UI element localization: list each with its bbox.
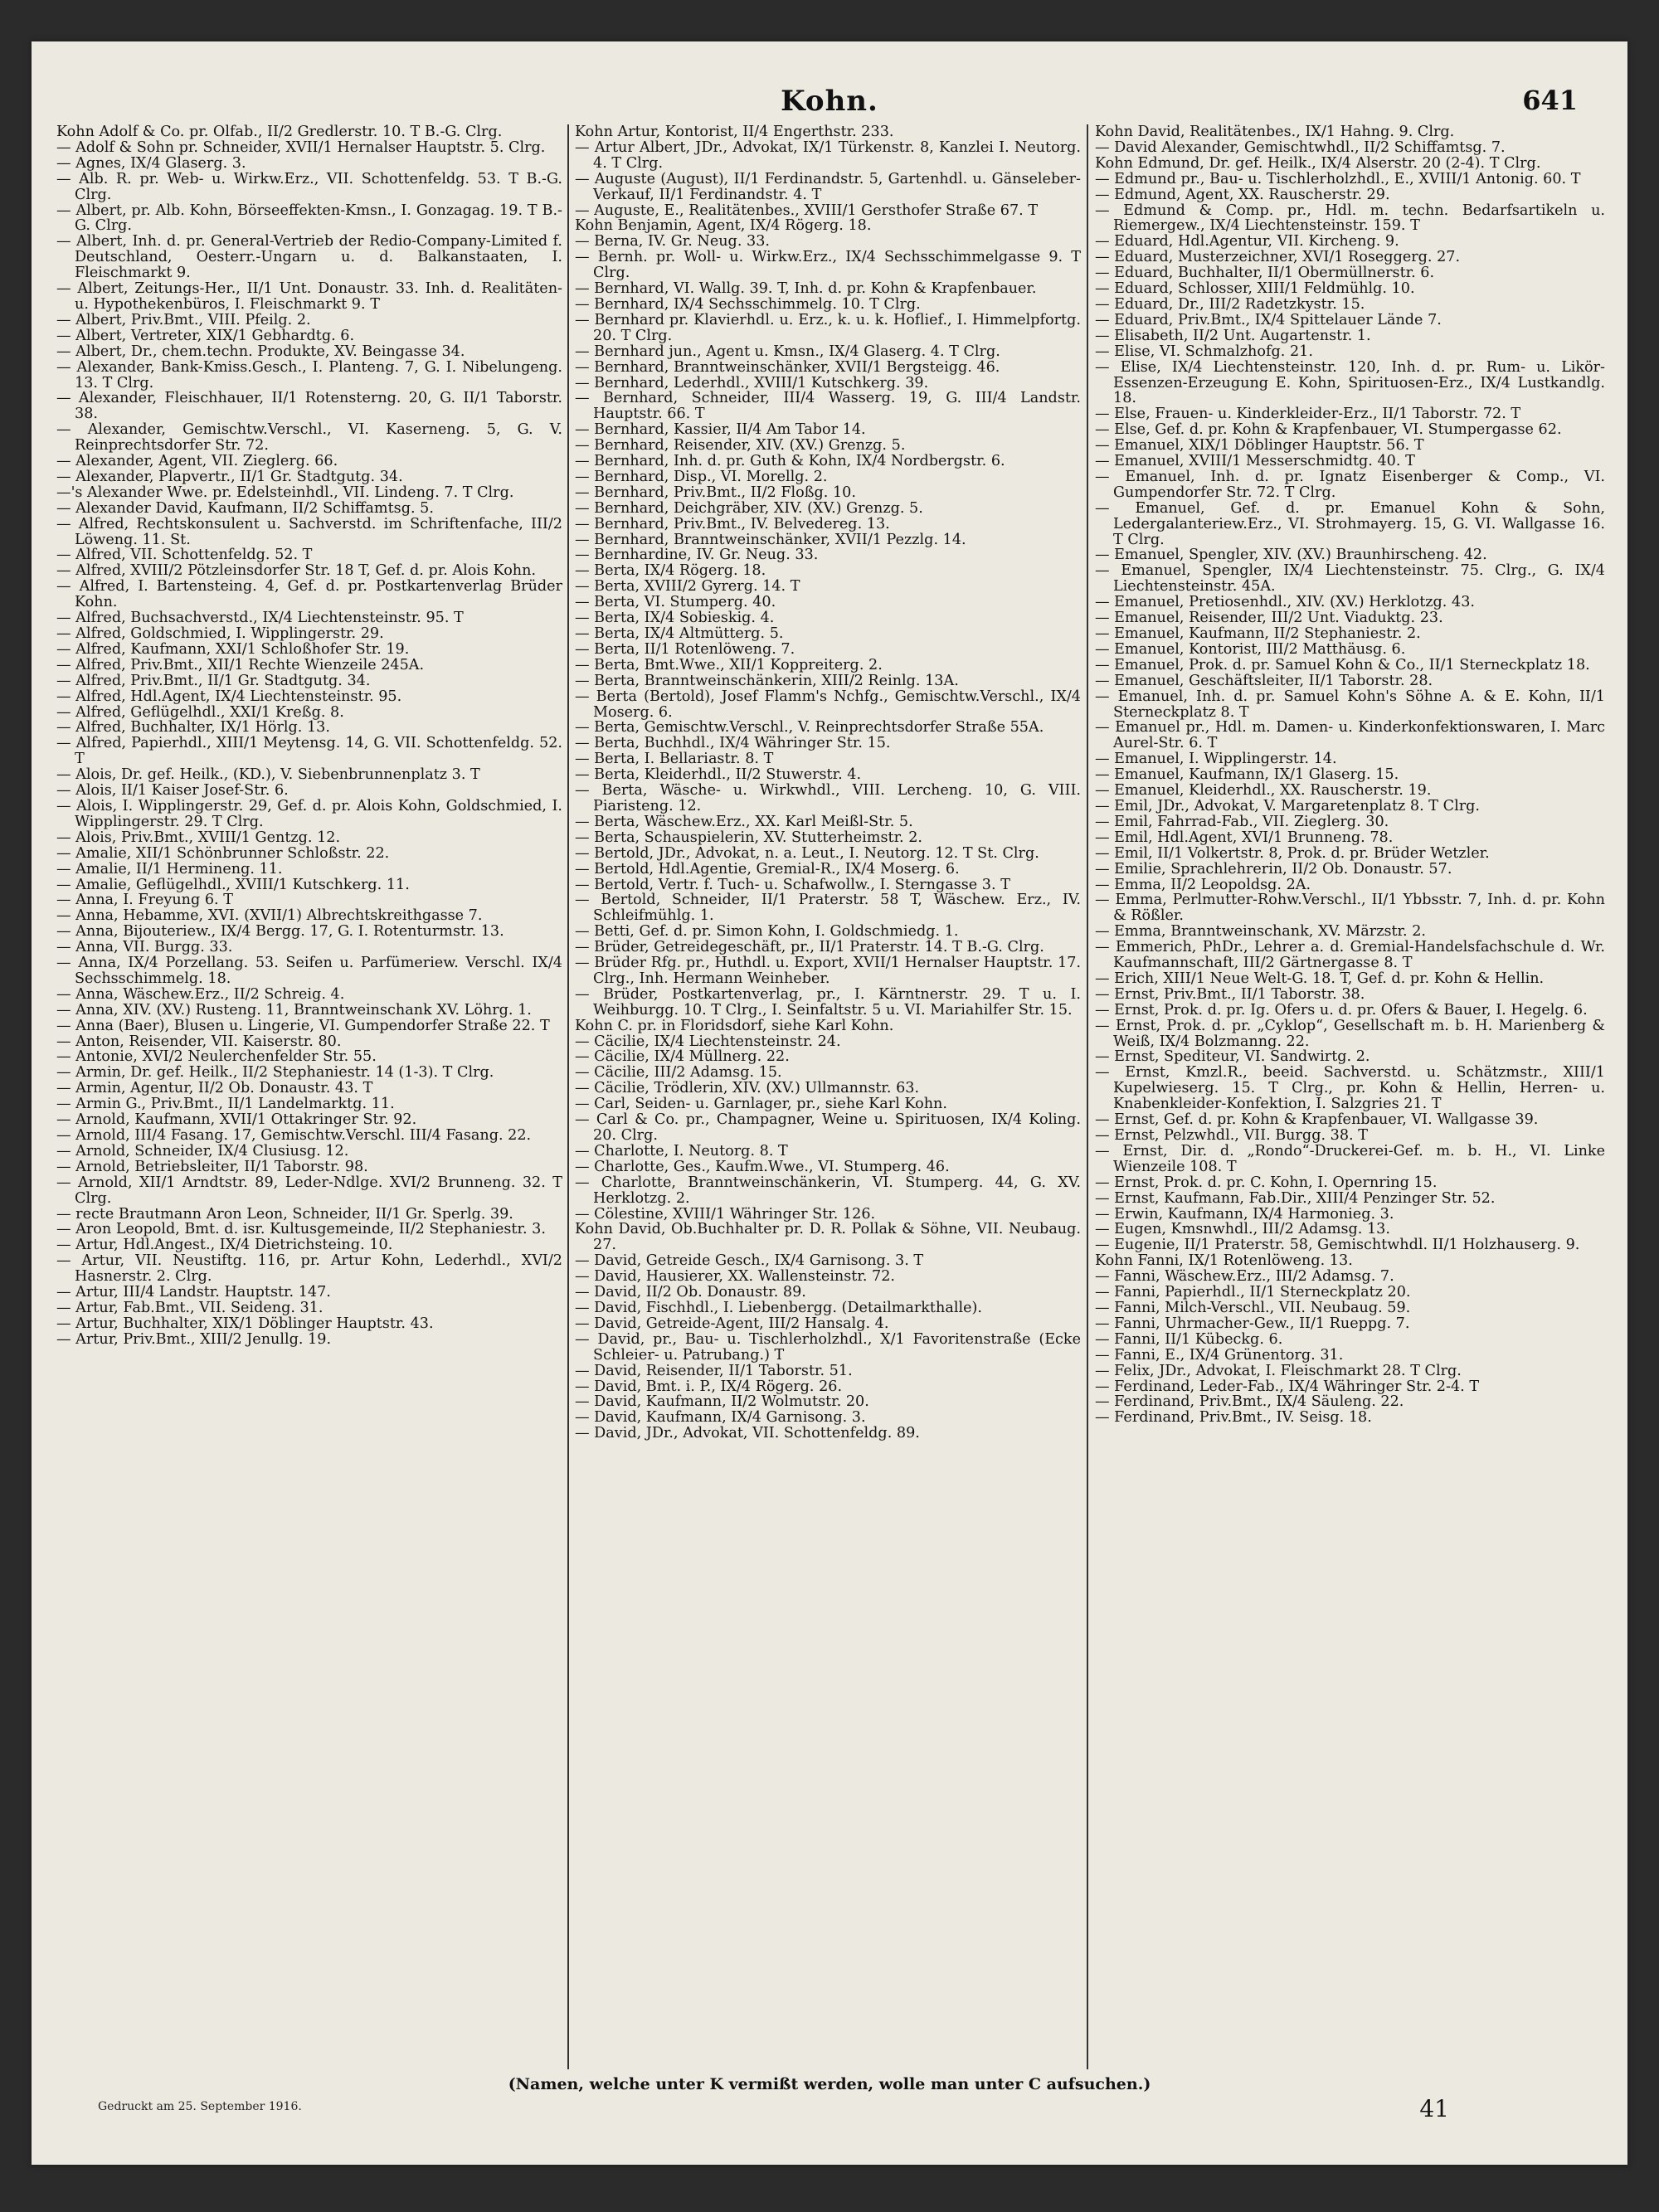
directory-entry: — Ernst, Priv.Bmt., II/1 Taborstr. 38. — [1095, 985, 1365, 1003]
directory-entry: — Else, Frauen- u. Kinderkleider-Erz., II/1 Taborstr. 72. T — [1095, 406, 1521, 423]
directory-entry: — Alfred, Geflügelhdl., XXI/1 Kreßg. 8. — [56, 703, 344, 721]
directory-entry: — Armin, Dr. gef. Heilk., II/2 Stephaniestr. 14 (1-3). T Clrg. — [56, 1064, 494, 1082]
directory-entry: — Fanni, Milch-Verschl., VII. Neubaug. 59. — [1095, 1299, 1411, 1316]
directory-entry: — Emanuel, Kaufmann, II/2 Stephaniestr. 2. — [1095, 625, 1421, 642]
directory-entry: — David, Getreide Gesch., IX/4 Garnisong. 3. T — [575, 1252, 924, 1270]
directory-entry: — Fanni, II/1 Kübeckg. 6. — [1095, 1330, 1283, 1348]
directory-entry: — Berna, IV. Gr. Neug. 33. — [575, 233, 770, 250]
directory-entry: — Artur, Priv.Bmt., XIII/2 Jenullg. 19. — [56, 1330, 332, 1348]
directory-entry: — Aron Leopold, Bmt. d. isr. Kultusgemeinde, II/2 Stephaniestr. 3. — [56, 1221, 546, 1238]
directory-entry: — Cäcilie, IX/4 Müllnerg. 22. — [575, 1048, 790, 1066]
directory-entry: — Berta (Bertold), Josef Flamm's Nchfg., Gemischtw.Verschl., IX/4 Moserg. 6. — [575, 688, 1081, 721]
directory-entry: — Emanuel, Reisender, III/2 Unt. Viaduktg. 23. — [1095, 610, 1443, 627]
sheet-number: 41 — [1419, 2095, 1449, 2122]
directory-entry: — Bernhard, Kassier, II/4 Am Tabor 14. — [575, 421, 866, 439]
directory-entry: — David, Hausierer, XX. Wallensteinstr. 72. — [575, 1268, 895, 1286]
directory-entry: — Edmund & Comp. pr., Hdl. m. techn. Bedarfsartikeln u. Riemergew., IX/4 Liechtensteinstr. 159. T — [1095, 202, 1605, 235]
directory-entry: — Eugenie, II/1 Praterstr. 58, Gemischtwhdl. II/1 Holzhauserg. 9. — [1095, 1237, 1580, 1254]
directory-entry: — Eduard, Hdl.Agentur, VII. Kircheng. 9. — [1095, 233, 1399, 250]
directory-entry: — Alfred, Priv.Bmt., II/1 Gr. Stadtgutg. 34. — [56, 672, 371, 689]
directory-entry: — Berta, Kleiderhdl., II/2 Stuwerstr. 4. — [575, 766, 862, 784]
directory-entry: — Auguste (August), II/1 Ferdinandstr. 5, Gartenhdl. u. Gänseleber-Verkauf, II/1 Ferdinandstr. 4. T — [575, 170, 1081, 203]
directory-entry: — Alfred, I. Bartensteing. 4, Gef. d. pr. Postkartenverlag Brüder Kohn. — [56, 578, 562, 611]
directory-entry: — Bernhard, Deichgräber, XIV. (XV.) Grenzg. 5. — [575, 499, 923, 517]
directory-entry: — Auguste, E., Realitätenbes., XVIII/1 Gersthofer Straße 67. T — [575, 202, 1039, 219]
directory-entry: — Anna (Baer), Blusen u. Lingerie, VI. Gumpendorfer Straße 22. T — [56, 1017, 550, 1034]
directory-entry: — Berta, XVIII/2 Gyrerg. 14. T — [575, 578, 800, 596]
directory-entry: — David, JDr., Advokat, VII. Schottenfeldg. 89. — [575, 1425, 920, 1442]
directory-entry: — Artur, Fab.Bmt., VII. Seideng. 31. — [56, 1299, 324, 1316]
directory-entry: — Cäcilie, III/2 Adamsg. 15. — [575, 1064, 782, 1082]
directory-entry: — Armin, Agentur, II/2 Ob. Donaustr. 43. T — [56, 1080, 373, 1097]
directory-column-1 — [56, 124, 562, 2069]
directory-entry: — Artur, Buchhalter, XIX/1 Döblinger Hauptstr. 43. — [56, 1315, 434, 1332]
directory-entry: — Arnold, Kaufmann, XVII/1 Ottakringer Str. 92. — [56, 1111, 417, 1129]
column-divider — [567, 124, 569, 2069]
directory-entry: — Emanuel, XIX/1 Döblinger Hauptstr. 56. T — [1095, 437, 1424, 455]
directory-entry: — Bernhard jun., Agent u. Kmsn., IX/4 Glaserg. 4. T Clrg. — [575, 343, 1000, 360]
directory-entry: Kohn Edmund, Dr. gef. Heilk., IX/4 Alserstr. 20 (2-4). T Clrg. — [1095, 154, 1541, 172]
directory-entry: — Adolf & Sohn pr. Schneider, XVII/1 Hernalser Hauptstr. 5. Clrg. — [56, 139, 546, 156]
directory-entry: — Berta, Gemischtw.Verschl., V. Reinprechtsdorfer Straße 55A. — [575, 719, 1044, 737]
directory-entry: — Arnold, Schneider, IX/4 Clusiusg. 12. — [56, 1142, 349, 1159]
directory-entry: — Bernhard, Priv.Bmt., II/2 Floßg. 10. — [575, 484, 856, 501]
directory-entry: — Cäcilie, IX/4 Liechtensteinstr. 24. — [575, 1033, 841, 1050]
directory-entry: — Artur, Hdl.Angest., IX/4 Dietrichsteing. 10. — [56, 1237, 393, 1254]
directory-entry: Kohn David, Ob.Buchhalter pr. D. R. Pollak & Söhne, VII. Neubaug. 27. — [575, 1221, 1081, 1254]
directory-entry: — Emil, Fahrrad-Fab., VII. Zieglerg. 30. — [1095, 813, 1389, 830]
directory-entry: — Berta, Wäsche- u. Wirkwhdl., VIII. Lercheng. 10, G. VIII. Piaristeng. 12. — [575, 782, 1081, 814]
directory-entry: — Charlotte, Ges., Kaufm.Wwe., VI. Stumperg. 46. — [575, 1158, 950, 1175]
directory-entry: — David, pr., Bau- u. Tischlerholzhdl., X/1 Favoritenstraße (Ecke Schleier- u. Patrubang.) T — [575, 1330, 1081, 1364]
directory-entry: — Artur, VII. Neustiftg. 116, pr. Artur Kohn, Lederhdl., XVI/2 Hasnerstr. 2. Clrg. — [56, 1252, 562, 1286]
directory-entry: — Alfred, Goldschmied, I. Wipplingerstr. 29. — [56, 625, 384, 642]
footer-note: (Namen, welche unter K vermißt werden, wolle man unter C aufsuchen.) — [508, 2075, 1151, 2093]
directory-entry: — Ferdinand, Priv.Bmt., IV. Seisg. 18. — [1095, 1409, 1372, 1427]
directory-entry: — Bernhard, Inh. d. pr. Guth & Kohn, IX/4 Nordbergstr. 6. — [575, 453, 1005, 470]
directory-entry: — David, Kaufmann, IX/4 Garnisong. 3. — [575, 1409, 866, 1427]
directory-entry: — recte Brautmann Aron Leon, Schneider, II/1 Gr. Sperlg. 39. — [56, 1205, 513, 1223]
directory-entry: — Berta, VI. Stumperg. 40. — [575, 594, 776, 611]
directory-entry: — Ernst, Kaufmann, Fab.Dir., XIII/4 Penzinger Str. 52. — [1095, 1189, 1496, 1207]
directory-entry: — Bernhard, Reisender, XIV. (XV.) Grenzg. 5. — [575, 437, 906, 455]
directory-entry: — Brüder, Postkartenverlag, pr., I. Kärntnerstr. 29. T u. I. Weihburgg. 10. T Clrg., I. Seinfaltstr. 5 u. VI. Mariahilfer Str. 15. — [575, 985, 1081, 1018]
page-number: 641 — [1522, 85, 1578, 116]
directory-entry: Kohn Artur, Kontorist, II/4 Engerthstr. 233. — [575, 124, 894, 140]
directory-entry: — Ferdinand, Leder-Fab., IX/4 Währinger Str. 2-4. T — [1095, 1378, 1480, 1395]
directory-entry: — Bertold, Schneider, II/1 Praterstr. 58 T, Wäschew. Erz., IV. Schleifmühlg. 1. — [575, 892, 1081, 925]
directory-entry: — Alfred, Papierhdl., XIII/1 Meytensg. 14, G. VII. Schottenfeldg. 52. T — [56, 735, 562, 768]
directory-entry: — Ernst, Spediteur, VI. Sandwirtg. 2. — [1095, 1048, 1370, 1066]
directory-entry: — Albert, Priv.Bmt., VIII. Pfeilg. 2. — [56, 311, 311, 328]
directory-entry: — Eduard, Priv.Bmt., IX/4 Spittelauer Lände 7. — [1095, 311, 1442, 328]
directory-entry: — Emanuel, Inh. d. pr. Ignatz Eisenberger & Comp., VI. Gumpendorfer Str. 72. T Clrg. — [1095, 468, 1605, 501]
directory-entry: — Anna, VII. Burgg. 33. — [56, 939, 233, 956]
directory-entry: — Ernst, Gef. d. pr. Kohn & Krapfenbauer, VI. Wallgasse 39. — [1095, 1111, 1539, 1129]
directory-entry: — Eduard, Schlosser, XIII/1 Feldmühlg. 10. — [1095, 280, 1415, 298]
directory-entry: — Bernhard, Lederhdl., XVIII/1 Kutschkerg. 39. — [575, 374, 929, 391]
directory-entry: — Bertold, Hdl.Agentie, Gremial-R., IX/4 Moserg. 6. — [575, 860, 960, 878]
directory-entry: — David, Bmt. i. P., IX/4 Rögerg. 26. — [575, 1378, 843, 1395]
directory-entry: — Else, Gef. d. pr. Kohn & Krapfenbauer, VI. Stumpergasse 62. — [1095, 421, 1562, 439]
directory-entry: — Amalie, II/1 Hermineng. 11. — [56, 860, 283, 878]
directory-entry: — Emil, JDr., Advokat, V. Margaretenplatz 8. T Clrg. — [1095, 797, 1480, 814]
directory-entry: — Berta, Wäschew.Erz., XX. Karl Meißl-Str. 5. — [575, 813, 913, 830]
directory-entry: — Emma, Branntweinschank, XV. Märzstr. 2. — [1095, 923, 1427, 941]
directory-entry: — Alexander David, Kaufmann, II/2 Schiffamtsg. 5. — [56, 499, 434, 517]
directory-entry: — Emanuel, Spengler, XIV. (XV.) Braunhirscheng. 42. — [1095, 547, 1487, 564]
directory-entry: — Berta, Branntweinschänkerin, XIII/2 Reinlg. 13A. — [575, 672, 959, 689]
directory-entry: — Ernst, Pelzwhdl., VII. Burgg. 38. T — [1095, 1127, 1368, 1144]
directory-entry: — Bernhard, VI. Wallg. 39. T, Inh. d. pr. Kohn & Krapfenbauer. — [575, 280, 1037, 298]
directory-entry: — Alois, Priv.Bmt., XVIII/1 Gentzg. 12. — [56, 829, 341, 846]
column-divider — [1087, 124, 1088, 2069]
directory-entry: — Emil, Hdl.Agent, XVI/1 Brunneng. 78. — [1095, 829, 1394, 846]
directory-entry: — Berta, Buchhdl., IX/4 Währinger Str. 15. — [575, 735, 891, 752]
directory-entry: — Bernhard, Schneider, III/4 Wasserg. 19, G. III/4 Landstr. Hauptstr. 66. T — [575, 390, 1081, 423]
directory-entry: — Berta, I. Bellariastr. 8. T — [575, 751, 774, 768]
directory-entry: — David Alexander, Gemischtwhdl., II/2 Schiffamtsg. 7. — [1095, 139, 1506, 156]
directory-entry: Kohn David, Realitätenbes., IX/1 Hahng. 9. Clrg. — [1095, 124, 1455, 140]
directory-entry: — Elise, IX/4 Liechtensteinstr. 120, Inh. d. pr. Rum- u. Likör-Essenzen-Erzeugung E. Kohn, Spirituosen-Erz., IX/4 Lustkandlg. 18. — [1095, 358, 1605, 407]
directory-entry: — Emanuel, Inh. d. pr. Samuel Kohn's Söhne A. & E. Kohn, II/1 Sterneckplatz 8. T — [1095, 688, 1605, 721]
directory-entry: — Eduard, Dr., III/2 Radetzkystr. 15. — [1095, 295, 1365, 313]
directory-entry: — Betti, Gef. d. pr. Simon Kohn, I. Goldschmiedg. 1. — [575, 923, 959, 941]
directory-entry: — Emanuel, XVIII/1 Messerschmidtg. 40. T — [1095, 453, 1415, 470]
directory-entry: — Anna, I. Freyung 6. T — [56, 892, 233, 909]
directory-entry: — Emma, II/2 Leopoldsg. 2A. — [1095, 876, 1311, 893]
directory-entry: — Bernhard, Disp., VI. Morellg. 2. — [575, 468, 828, 485]
directory-entry: — Antonie, XVI/2 Neulerchenfelder Str. 55. — [56, 1048, 377, 1066]
directory-entry: — Emmerich, PhDr., Lehrer a. d. Gremial-Handelsfachschule d. Wr. Kaufmannschaft, III/2 Gärtnergasse 8. T — [1095, 939, 1605, 972]
directory-entry: — Alexander, Gemischtw.Verschl., VI. Kaserneng. 5, G. V. Reinprechtsdorfer Str. 72. — [56, 421, 562, 455]
directory-entry: — Bertold, Vertr. f. Tuch- u. Schafwollw., I. Sterngasse 3. T — [575, 876, 1010, 893]
directory-entry: — Emilie, Sprachlehrerin, II/2 Ob. Donaustr. 57. — [1095, 860, 1452, 878]
directory-entry: — Emanuel, Prok. d. pr. Samuel Kohn & Co., II/1 Sterneckplatz 18. — [1095, 656, 1590, 673]
directory-entry: — Bernhard, Branntweinschänker, XVII/1 Pezzlg. 14. — [575, 531, 966, 548]
directory-column-2 — [575, 124, 1081, 2069]
directory-entry: — Anna, IX/4 Porzellang. 53. Seifen u. Parfümeriew. Verschl. IX/4 Sechsschimmelg. 18. — [56, 955, 562, 987]
directory-entry: — David, Reisender, II/1 Taborstr. 51. — [575, 1362, 853, 1379]
directory-entry: — Alfred, Buchsachverstd., IX/4 Liechtensteinstr. 95. T — [56, 610, 464, 627]
directory-entry: — Erich, XIII/1 Neue Welt-G. 18. T, Gef. d. pr. Kohn & Hellin. — [1095, 970, 1545, 987]
directory-entry: — Emanuel, Pretiosenhdl., XIV. (XV.) Herklotzg. 43. — [1095, 594, 1475, 611]
directory-entry: — Elise, VI. Schmalzhofg. 21. — [1095, 343, 1313, 360]
directory-entry: — Edmund pr., Bau- u. Tischlerholzhdl., E., XVIII/1 Antonig. 60. T — [1095, 170, 1581, 187]
directory-entry: — Emanuel, Kaufmann, IX/1 Glaserg. 15. — [1095, 766, 1399, 784]
page-title: Kohn. — [781, 85, 878, 118]
directory-entry: — Albert, Zeitungs-Her., II/1 Unt. Donaustr. 33. Inh. d. Realitäten- u. Hypothekenbüros, I. Fleischmarkt 9. T — [56, 280, 562, 313]
directory-entry: — Alb. R. pr. Web- u. Wirkw.Erz., VII. Schottenfeldg. 53. T B.-G. Clrg. — [56, 170, 562, 203]
directory-entry: — Emma, Perlmutter-Rohw.Verschl., II/1 Ybbsstr. 7, Inh. d. pr. Kohn & Rößler. — [1095, 892, 1605, 925]
directory-entry: — David, Getreide-Agent, III/2 Hansalg. 4. — [575, 1315, 889, 1332]
directory-entry: — Alfred, Buchhalter, IX/1 Hörlg. 13. — [56, 719, 330, 737]
directory-entry: — Eduard, Buchhalter, II/1 Obermüllnerstr. 6. — [1095, 265, 1435, 282]
directory-entry: — Berta, Bmt.Wwe., XII/1 Koppreiterg. 2. — [575, 656, 883, 673]
directory-entry: Kohn Adolf & Co. pr. Ölfab., II/2 Gredlerstr. 10. T B.-G. Clrg. — [56, 124, 503, 140]
directory-entry: — Bernhard pr. Klavierhdl. u. Erz., k. u. k. Hoflief., I. Himmelpfortg. 20. T Clrg. — [575, 311, 1081, 344]
directory-entry: — Anna, XIV. (XV.) Rusteng. 11, Branntweinschank XV. Löhrg. 1. — [56, 1001, 532, 1018]
directory-entry: — David, Fischhdl., I. Liebenbergg. (Detailmarkthalle). — [575, 1299, 982, 1316]
directory-entry: — Cäcilie, Trödlerin, XIV. (XV.) Ullmannstr. 63. — [575, 1080, 920, 1097]
directory-entry: — Albert, Inh. d. pr. General-Vertrieb der Redio-Company-Limited f. Deutschland, Oesterr.-Ungarn u. d. Balkanstaaten, I. Fleischmarkt 9. — [56, 233, 562, 282]
directory-entry: — Amalie, Geflügelhdl., XVIII/1 Kutschkerg. 11. — [56, 876, 410, 893]
directory-entry: — Alexander, Bank-Kmiss.Gesch., I. Planteng. 7, G. I. Nibelungeng. 13. T Clrg. — [56, 358, 562, 391]
directory-entry: — Brüder, Getreidegeschäft, pr., II/1 Praterstr. 14. T B.-G. Clrg. — [575, 939, 1044, 956]
directory-entry: — Emanuel, Kleiderhdl., XX. Rauscherstr. 19. — [1095, 782, 1432, 800]
directory-entry: — Bernhard, Branntweinschänker, XVII/1 Bergsteigg. 46. — [575, 358, 1000, 376]
directory-entry: — Alexander, Agent, VII. Zieglerg. 66. — [56, 453, 338, 470]
directory-entry: — Brüder Rfg. pr., Huthdl. u. Export, XVII/1 Hernalser Hauptstr. 17. Clrg., Inh. Hermann Weinheber. — [575, 955, 1081, 987]
directory-entry: — David, Kaufmann, II/2 Wolmutstr. 20. — [575, 1393, 869, 1411]
directory-entry: — Eugen, Kmsnwhdl., III/2 Adamsg. 13. — [1095, 1221, 1390, 1238]
directory-entry: — Ferdinand, Priv.Bmt., IX/4 Säuleng. 22. — [1095, 1393, 1404, 1411]
directory-entry: — Alfred, Kaufmann, XXI/1 Schloßhofer Str. 19. — [56, 640, 410, 658]
directory-entry: — Elisabeth, II/2 Unt. Augartenstr. 1. — [1095, 327, 1371, 344]
directory-entry: — Carl & Co. pr., Champagner, Weine u. Spirituosen, IX/4 Koling. 20. Clrg. — [575, 1111, 1081, 1144]
directory-entry: — Albert, Dr., chem.techn. Produkte, XV. Beingasse 34. — [56, 343, 465, 360]
directory-entry: — Alexander, Fleischhauer, II/1 Rotensterng. 20, G. II/1 Taborstr. 38. — [56, 390, 562, 423]
directory-entry: — Alois, II/1 Kaiser Josef-Str. 6. — [56, 782, 289, 800]
directory-entry: — Albert, pr. Alb. Kohn, Börseeffekten-Kmsn., I. Gonzagag. 19. T B.-G. Clrg. — [56, 202, 562, 235]
directory-entry: — Emanuel, Spengler, IX/4 Liechtensteinstr. 75. Clrg., G. IX/4 Liechtensteinstr. 45A. — [1095, 562, 1605, 596]
directory-entry: — Agnes, IX/4 Glaserg. 3. — [56, 154, 246, 172]
directory-entry: — Emil, II/1 Volkertstr. 8, Prok. d. pr. Brüder Wetzler. — [1095, 844, 1490, 862]
directory-entry: — Charlotte, Branntweinschänkerin, VI. Stumperg. 44, G. XV. Herklotzg. 2. — [575, 1174, 1081, 1207]
directory-entry: — Alois, Dr. gef. Heilk., (KD.), V. Siebenbrunnenplatz 3. T — [56, 766, 480, 784]
directory-entry: — Bernhard, Priv.Bmt., IV. Belvedereg. 13. — [575, 515, 890, 532]
directory-page — [32, 41, 1627, 2165]
directory-entry: — Alfred, Hdl.Agent, IX/4 Liechtensteinstr. 95. — [56, 688, 402, 705]
directory-entry: — Anna, Wäschew.Erz., II/2 Schreig. 4. — [56, 985, 345, 1003]
directory-entry: — Eduard, Musterzeichner, XVI/1 Roseggerg. 27. — [1095, 249, 1461, 266]
directory-entry: — Arnold, Betriebsleiter, II/1 Taborstr. 98. — [56, 1158, 368, 1175]
directory-entry: — Fanni, Wäschew.Erz., III/2 Adamsg. 7. — [1095, 1268, 1394, 1286]
directory-entry: — Arnold, III/4 Fasang. 17, Gemischtw.Verschl. III/4 Fasang. 22. — [56, 1127, 532, 1144]
directory-entry: — Artur Albert, JDr., Advokat, IX/1 Türkenstr. 8, Kanzlei I. Neutorg. 4. T Clrg. — [575, 139, 1081, 172]
directory-entry: — Amalie, XII/1 Schönbrunner Schloßstr. 22. — [56, 844, 390, 862]
directory-entry: — Carl, Seiden- u. Garnlager, pr., siehe Karl Kohn. — [575, 1096, 947, 1113]
directory-entry: — Felix, JDr., Advokat, I. Fleischmarkt 28. T Clrg. — [1095, 1362, 1462, 1379]
directory-entry: — Alfred, VII. Schottenfeldg. 52. T — [56, 547, 313, 564]
directory-entry: — Ernst, Prok. d. pr. „Cyklop“, Gesellschaft m. b. H. Marienberg & Weiß, IX/4 Bolzmanng. 22. — [1095, 1017, 1605, 1050]
directory-entry: — Alfred, Rechtskonsulent u. Sachverstd. im Schriftenfache, III/2 Löweng. 11. St. — [56, 515, 562, 548]
directory-entry: — Erwin, Kaufmann, IX/4 Harmonieg. 3. — [1095, 1205, 1394, 1223]
directory-entry: — Emanuel, I. Wipplingerstr. 14. — [1095, 751, 1337, 768]
directory-entry: — Anna, Bijouteriew., IX/4 Bergg. 17, G. I. Rotenturmstr. 13. — [56, 923, 504, 941]
directory-entry: — Fanni, Papierhdl., II/1 Sterneckplatz 20. — [1095, 1284, 1411, 1301]
directory-entry: — Anna, Hebamme, XVI. (XVII/1) Albrechtskreithgasse 7. — [56, 907, 483, 925]
directory-entry: — Bernh. pr. Woll- u. Wirkw.Erz., IX/4 Sechsschimmelgasse 9. T Clrg. — [575, 249, 1081, 282]
directory-entry: — Bertold, JDr., Advokat, n. a. Leut., I. Neutorg. 12. T St. Clrg. — [575, 844, 1039, 862]
directory-entry: — Fanni, Uhrmacher-Gew., II/1 Rueppg. 7. — [1095, 1315, 1410, 1332]
directory-entry: — Berta, IX/4 Sobieskig. 4. — [575, 610, 775, 627]
directory-entry: — Alois, I. Wipplingerstr. 29, Gef. d. pr. Alois Kohn, Goldschmied, I. Wipplingerstr. 29. T Clrg. — [56, 797, 562, 830]
directory-entry: — Ernst, Kmzl.R., beeid. Sachverstd. u. Schätzmstr., XIII/1 Kupelwieserg. 15. T Clrg., pr. Kohn & Hellin, Herren- u. Knabenkleider-Konfektion, I. Salzgries 21. T — [1095, 1064, 1605, 1113]
directory-entry: — Emanuel, Gef. d. pr. Emanuel Kohn & Sohn, Ledergalanteriew.Erz., VI. Strohmayerg. 15, G. VI. Wallgasse 16. T Clrg. — [1095, 499, 1605, 548]
directory-entry: — David, II/2 Ob. Donaustr. 89. — [575, 1284, 806, 1301]
directory-entry: — Arnold, XII/1 Arndtstr. 89, Leder-Ndlge. XVI/2 Brunneng. 32. T Clrg. — [56, 1174, 562, 1207]
directory-entry: — Emanuel pr., Hdl. m. Damen- u. Kinderkonfektionswaren, I. Marc Aurel-Str. 6. T — [1095, 719, 1605, 752]
directory-entry: — Berta, IX/4 Rögerg. 18. — [575, 562, 766, 580]
directory-entry: — Cölestine, XVIII/1 Währinger Str. 126. — [575, 1205, 876, 1223]
directory-entry: Kohn Fanni, IX/1 Rotenlöweng. 13. — [1095, 1252, 1353, 1270]
directory-entry: — Berta, IX/4 Altmütterg. 5. — [575, 625, 784, 642]
directory-entry: — Alfred, XVIII/2 Pötzleinsdorfer Str. 18 T, Gef. d. pr. Alois Kohn. — [56, 562, 537, 580]
directory-entry: — Alexander, Plapvertr., II/1 Gr. Stadtgutg. 34. — [56, 468, 403, 485]
directory-entry: Kohn C. pr. in Floridsdorf, siehe Karl Kohn. — [575, 1017, 894, 1034]
directory-entry: — Ernst, Dir. d. „Rondo“-Druckerei-Gef. m. b. H., VI. Linke Wienzeile 108. T — [1095, 1142, 1605, 1175]
directory-entry: — Bernhard, IX/4 Sechsschimmelg. 10. T Clrg. — [575, 295, 921, 313]
directory-entry: —'s Alexander Wwe. pr. Edelsteinhdl., VII. Lindeng. 7. T Clrg. — [56, 484, 514, 501]
directory-entry: — Artur, III/4 Landstr. Hauptstr. 147. — [56, 1284, 331, 1301]
directory-entry: — Ernst, Prok. d. pr. C. Kohn, I. Opernring 15. — [1095, 1174, 1438, 1191]
directory-entry: — Berta, II/1 Rotenlöweng. 7. — [575, 640, 795, 658]
directory-entry: — Ernst, Prok. d. pr. Ig. Ofers u. d. pr. Ofers & Bauer, I. Hegelg. 6. — [1095, 1001, 1588, 1018]
directory-entry: — Albert, Vertreter, XIX/1 Gebhardtg. 6. — [56, 327, 355, 344]
directory-column-3 — [1095, 124, 1605, 2069]
directory-entry: — Berta, Schauspielerin, XV. Stutterheimstr. 2. — [575, 829, 923, 846]
directory-entry: — Alfred, Priv.Bmt., XII/1 Rechte Wienzeile 245A. — [56, 656, 425, 673]
directory-entry: — Bernhardine, IV. Gr. Neug. 33. — [575, 547, 819, 564]
directory-entry: — Edmund, Agent, XX. Rauscherstr. 29. — [1095, 186, 1390, 203]
directory-entry: — Emanuel, Kontorist, III/2 Matthäusg. 6. — [1095, 640, 1406, 658]
directory-entry: — Emanuel, Geschäftsleiter, II/1 Taborstr. 28. — [1095, 672, 1433, 689]
print-date: Gedruckt am 25. September 1916. — [98, 2100, 302, 2113]
directory-entry: — Anton, Reisender, VII. Kaiserstr. 80. — [56, 1033, 342, 1050]
directory-entry: — Charlotte, I. Neutorg. 8. T — [575, 1142, 788, 1159]
directory-entry: Kohn Benjamin, Agent, IX/4 Rögerg. 18. — [575, 217, 872, 235]
directory-entry: — Armin G., Priv.Bmt., II/1 Landelmarktg. 11. — [56, 1096, 395, 1113]
directory-entry: — Fanni, E., IX/4 Grünentorg. 31. — [1095, 1346, 1344, 1364]
